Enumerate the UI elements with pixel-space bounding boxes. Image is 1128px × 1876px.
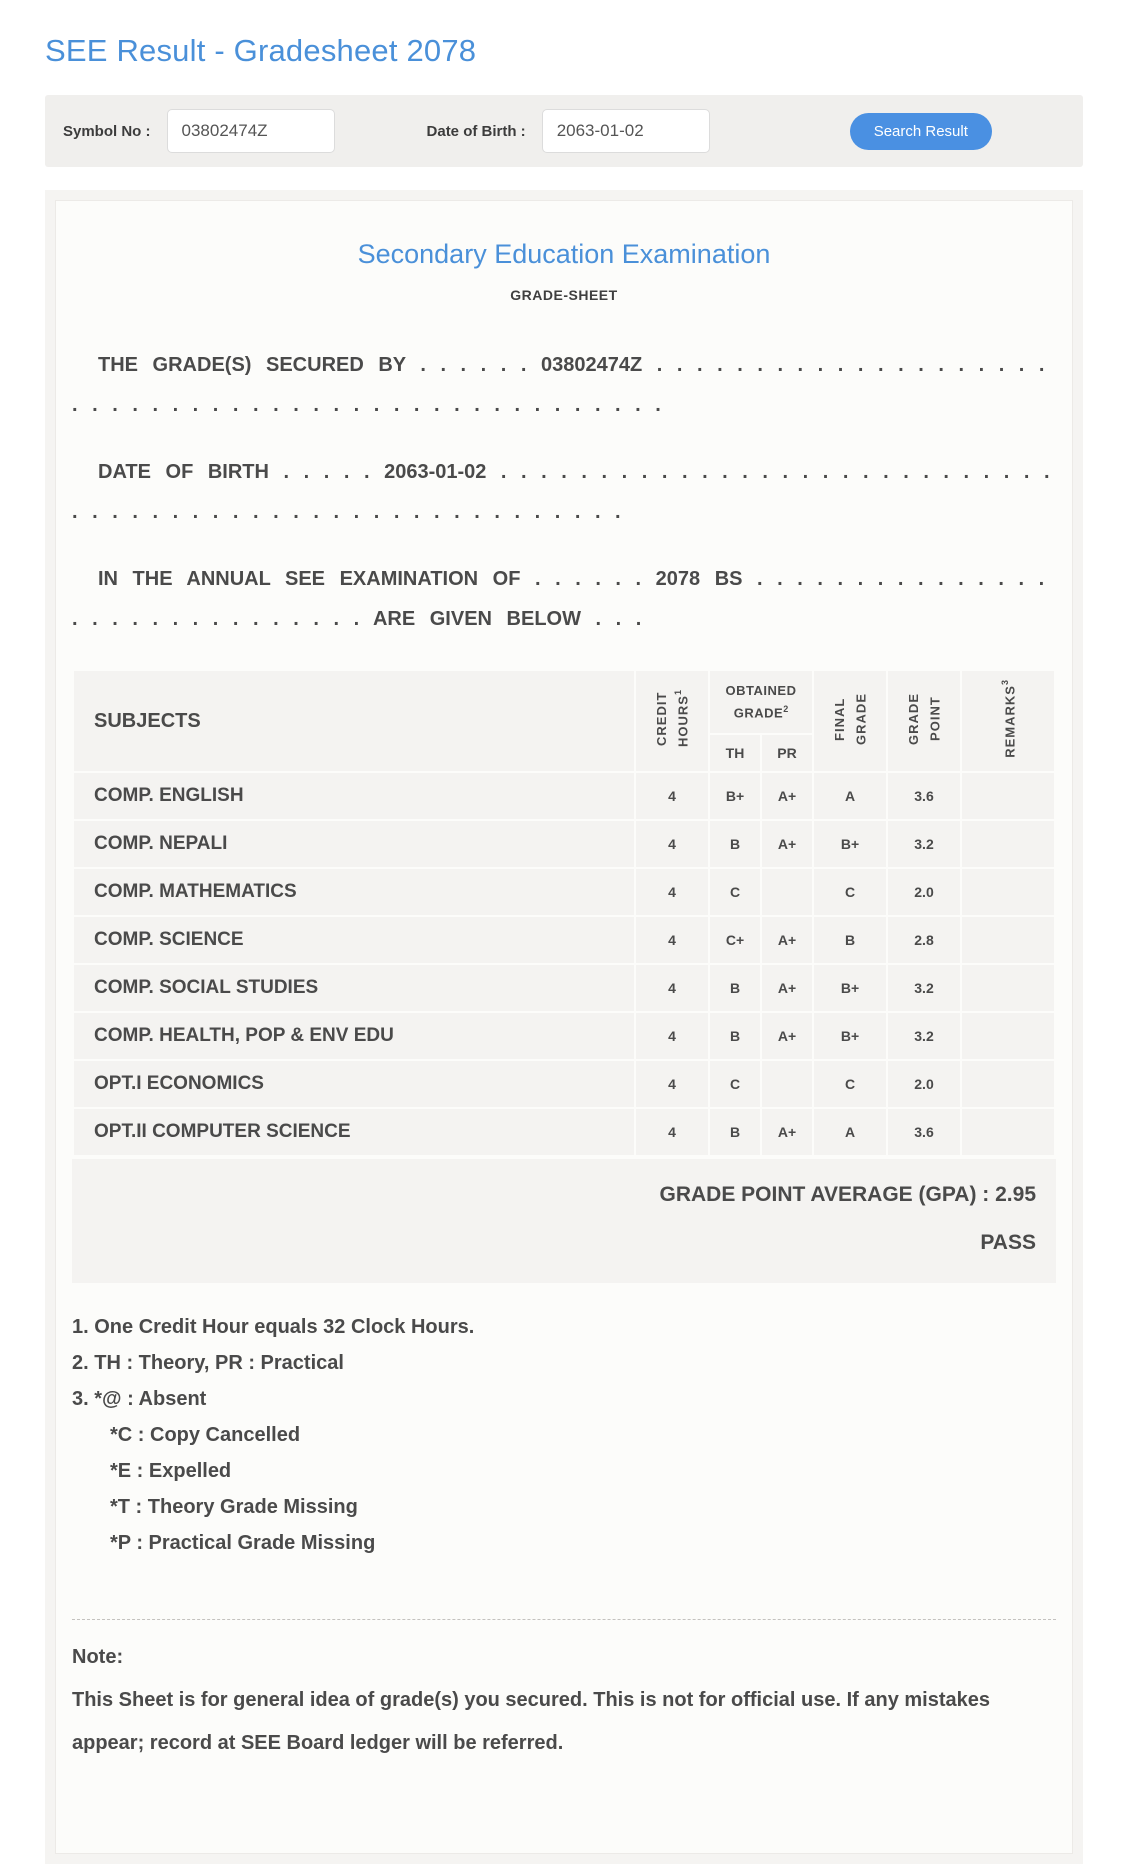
header-final-grade: FINAL GRADE (814, 671, 886, 771)
credit-cell: 4 (636, 773, 708, 819)
pr-grade-cell: A+ (762, 1109, 812, 1155)
final-grade-cell: B+ (814, 965, 886, 1011)
remarks-cell (962, 965, 1054, 1011)
gradesheet-subtitle: GRADE-SHEET (510, 287, 618, 303)
pr-grade-cell: A+ (762, 917, 812, 963)
table-row (74, 1013, 1054, 1059)
gpa-line: GRADE POINT AVERAGE (GPA) : 2.95 (659, 1183, 1036, 1206)
subject-cell: COMP. SCIENCE (74, 917, 634, 963)
subject-cell: OPT.II COMPUTER SCIENCE (74, 1109, 634, 1155)
remarks-cell (962, 821, 1054, 867)
footnote-line: *T : Theory Grade Missing (110, 1496, 358, 1518)
th-grade-cell: C (710, 869, 760, 915)
credit-cell: 4 (636, 1109, 708, 1155)
pr-grade-cell: A+ (762, 1013, 812, 1059)
final-grade-cell: C (814, 869, 886, 915)
remarks-cell (962, 1013, 1054, 1059)
final-grade-cell: B (814, 917, 886, 963)
pr-grade-cell: A+ (762, 965, 812, 1011)
table-row (74, 821, 1054, 867)
intro-line-grades-secured: THE GRADE(S) SECURED BY . . . . . . 03802474Z . . . . . . . . . . . . . . . . . . . . . . . . . . . . . . . . . . . . . . . . . . . . . . . . . . (72, 354, 1045, 416)
table-row (74, 965, 1054, 1011)
grade-point-cell: 3.2 (888, 1013, 960, 1059)
header-remarks: REMARKS$^3$ (962, 671, 1054, 771)
symbol-no-input[interactable] (167, 109, 335, 153)
note-divider (72, 1619, 1056, 1620)
final-grade-cell: B+ (814, 1013, 886, 1059)
page (0, 33, 1128, 1876)
footnote-line: *P : Practical Grade Missing (110, 1532, 376, 1554)
final-grade-cell: C (814, 1061, 886, 1107)
grade-point-cell: 3.2 (888, 965, 960, 1011)
table-row (74, 1109, 1054, 1155)
credit-cell: 4 (636, 821, 708, 867)
grade-point-cell: 2.8 (888, 917, 960, 963)
final-grade-cell: A (814, 1109, 886, 1155)
credit-cell: 4 (636, 1013, 708, 1059)
th-grade-cell: B (710, 1109, 760, 1155)
grade-point-cell: 3.2 (888, 821, 960, 867)
grade-point-cell: 2.0 (888, 1061, 960, 1107)
table-row (74, 869, 1054, 915)
remarks-cell (962, 869, 1054, 915)
header-obtained-grade: OBTAINED GRADE$^2$ (710, 671, 812, 733)
footnote-line: *E : Expelled (110, 1460, 232, 1482)
final-grade-cell: A (814, 773, 886, 819)
table-row (74, 917, 1054, 963)
table-row (74, 773, 1054, 819)
credit-cell: 4 (636, 965, 708, 1011)
credit-cell: 4 (636, 1061, 708, 1107)
search-form (45, 95, 1083, 167)
credit-cell: 4 (636, 869, 708, 915)
footnote-line: *C : Copy Cancelled (110, 1424, 301, 1446)
pr-grade-cell: A+ (762, 821, 812, 867)
header-subjects: SUBJECTS (74, 671, 634, 771)
credit-cell: 4 (636, 917, 708, 963)
note-text: This Sheet is for general idea of grade(s) you secured. This is not for official use. If any mistakes appear; record at SEE Board ledger will be referred. (72, 1689, 991, 1754)
subject-cell: COMP. HEALTH, POP & ENV EDU (74, 1013, 634, 1059)
grade-point-cell: 3.6 (888, 1109, 960, 1155)
result-wrapper (45, 190, 1083, 1864)
remarks-cell (962, 773, 1054, 819)
th-grade-cell: C+ (710, 917, 760, 963)
th-grade-cell: C (710, 1061, 760, 1107)
remarks-cell (962, 1061, 1054, 1107)
intro-line-exam-year: IN THE ANNUAL SEE EXAMINATION OF . . . . . . 2078 BS . . . . . . . . . . . . . . . . . . . . . . . . . . . . . . ARE GIVEN BELOW . . . (72, 568, 1045, 630)
footnote-line: 1. One Credit Hour equals 32 Clock Hours. (72, 1316, 475, 1338)
header-grade-point: GRADE POINT (888, 671, 960, 771)
gradesheet-card (55, 200, 1073, 1854)
th-grade-cell: B+ (710, 773, 760, 819)
header-credit-hours: CREDIT HOURS$^1$ (636, 671, 708, 771)
date-of-birth-input[interactable] (542, 109, 710, 153)
intro-section (72, 345, 1056, 639)
remarks-cell (962, 917, 1054, 963)
grade-point-cell: 2.0 (888, 869, 960, 915)
remarks-cell (962, 1109, 1054, 1155)
pr-grade-cell (762, 869, 812, 915)
pr-grade-cell (762, 1061, 812, 1107)
footnote-line: 2. TH : Theory, PR : Practical (72, 1352, 344, 1374)
date-of-birth-label: Date of Birth : (426, 122, 526, 140)
th-grade-cell: B (710, 965, 760, 1011)
grade-point-cell: 3.6 (888, 773, 960, 819)
footnote-line: 3. *@ : Absent (72, 1388, 207, 1410)
search-result-button[interactable]: Search Result (850, 113, 992, 150)
pr-grade-cell: A+ (762, 773, 812, 819)
table-row (74, 1061, 1054, 1107)
gpa-band (72, 1159, 1056, 1283)
exam-title: Secondary Education Examination (357, 239, 771, 269)
subject-cell: OPT.I ECONOMICS (74, 1061, 634, 1107)
symbol-no-label: Symbol No : (63, 122, 151, 140)
subject-cell: COMP. MATHEMATICS (74, 869, 634, 915)
th-grade-cell: B (710, 821, 760, 867)
th-grade-cell: B (710, 1013, 760, 1059)
subject-cell: COMP. ENGLISH (74, 773, 634, 819)
intro-line-date-of-birth: DATE OF BIRTH . . . . . 2063-01-02 . . . . . . . . . . . . . . . . . . . . . . . . . . . . . . . . . . . . . . . . . . . . . . . . . . . . . . . . (72, 461, 1050, 523)
subject-cell: COMP. SOCIAL STUDIES (74, 965, 634, 1011)
final-grade-cell: B+ (814, 821, 886, 867)
header-pr: PR (762, 735, 812, 771)
grades-table (72, 669, 1056, 1157)
footnotes-section (72, 1309, 1056, 1561)
result-status: PASS (980, 1231, 1036, 1254)
page-title: SEE Result - Gradesheet 2078 (45, 33, 477, 68)
subject-cell: COMP. NEPALI (74, 821, 634, 867)
header-th: TH (710, 735, 760, 771)
note-label: Note: (72, 1646, 124, 1668)
